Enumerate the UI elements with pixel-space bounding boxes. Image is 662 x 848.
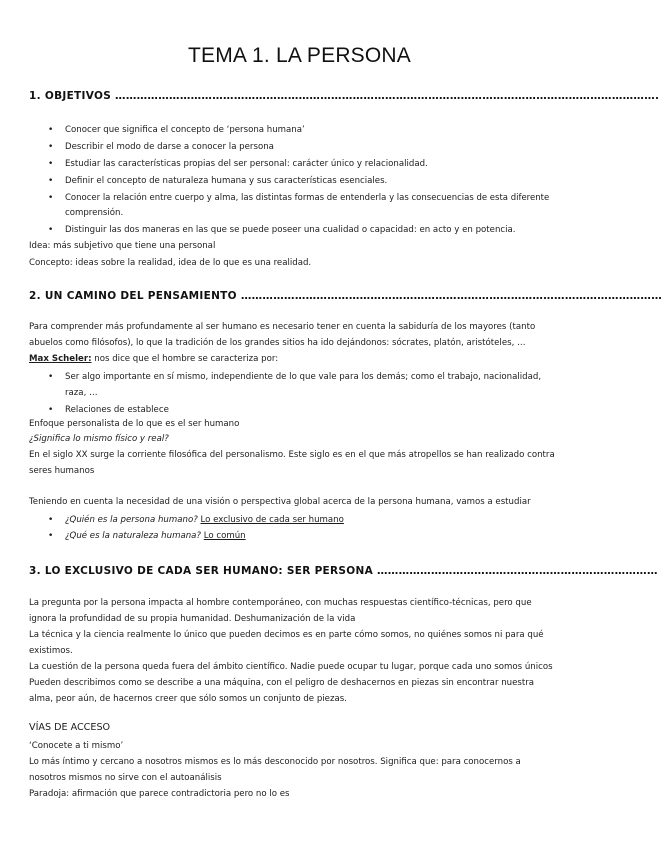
bullet-icon: • — [48, 125, 54, 135]
author-name: Max Scheler: — [29, 354, 92, 364]
paragraph-line: ignora la profundidad de su propia humanidad. Deshumanización de la vida — [29, 614, 356, 624]
objective-item: Definir el concepto de naturaleza humana y sus características esenciales. — [65, 176, 388, 186]
objective-item-continuation: comprensión. — [65, 208, 124, 218]
bullet-icon: • — [48, 159, 54, 169]
paragraph-line: Para comprender más profundamente al ser humano es necesario tener en cuenta la sabiduría de los mayores (tanto — [29, 322, 536, 332]
study-item — [65, 515, 344, 526]
paragraph-line: abuelos como filósofos), lo que la tradición de los grandes sitios ha ido dejándonos: sócrates, platón, aristóteles, … — [29, 338, 526, 348]
section-heading-exclusivo: 3. LO EXCLUSIVO DE CADA SER HUMANO: SER PERSONA …………………………………………………………………… — [29, 565, 658, 577]
objective-item: Describir el modo de darse a conocer la persona — [65, 142, 274, 152]
paragraph-line: nosotros mismos no sirve con el autoanálisis — [29, 773, 222, 783]
definition-idea: Idea: más subjetivo que tiene una personal — [29, 241, 216, 251]
bullet-icon: • — [48, 372, 54, 382]
objective-item: Distinguir las dos maneras en las que se puede poseer una cualidad o capacidad: en acto y en potencia. — [65, 225, 516, 235]
bullet-icon: • — [48, 531, 54, 541]
scheler-item: Ser algo importante en sí mismo, independiente de lo que vale para los demás; como el trabajo, nacionalidad, — [65, 372, 542, 382]
section-heading-objetivos: 1. OBJETIVOS ……………………………………………………………………………………………………………………………………. — [29, 90, 660, 102]
paragraph-line: Lo más íntimo y cercano a nosotros mismos es lo más desconocido por nosotros. Significa que: para conocernos a — [29, 757, 521, 767]
question-line: ¿Significa lo mismo físico y real? — [29, 434, 169, 444]
objective-item: Conocer que significa el concepto de ‘persona humana’ — [65, 125, 305, 135]
study-question: ¿Qué es la naturaleza humana? — [65, 531, 201, 541]
paragraph-line: Pueden describimos como se describe a una máquina, con el peligro de deshacernos en piezas sin encontrar nuestra — [29, 678, 535, 688]
subheading-vias: VÍAS DE ACCESO — [29, 722, 111, 733]
paragraph-line: La pregunta por la persona impacta al hombre contemporáneo, con muchas respuestas científico-técnicas, pero que — [29, 598, 532, 608]
study-item — [65, 531, 246, 542]
paragraph-line: La cuestión de la persona queda fuera del ámbito científico. Nadie puede ocupar tu lugar, porque cada uno somos únicos — [29, 662, 553, 672]
paragraph-line: ‘Conocete a ti mismo’ — [29, 741, 124, 751]
paragraph-line: Paradoja: afirmación que parece contradictoria pero no lo es — [29, 789, 290, 799]
scheler-text: nos dice que el hombre se caracteriza por: — [91, 354, 279, 364]
paragraph-line: La técnica y la ciencia realmente lo único que pueden decimos es en parte cómo somos, no quiénes somos ni para qué — [29, 630, 544, 640]
section-heading-camino: 2. UN CAMINO DEL PENSAMIENTO ……………………………………………………………………………………………………… — [29, 290, 662, 302]
paragraph-line: alma, peor aún, de hacernos creer que sólo somos un conjunto de piezas. — [29, 694, 347, 704]
objective-item: Conocer la relación entre cuerpo y alma, las distintas formas de entenderla y las consecuencias de esta diferente — [65, 193, 550, 203]
definition-concepto: Concepto: ideas sobre la realidad, idea de lo que es una realidad. — [29, 258, 312, 268]
objective-item: Estudiar las características propias del ser personal: carácter único y relacionalidad. — [65, 159, 428, 169]
paragraph-line: seres humanos — [29, 466, 95, 476]
page-title: TEMA 1. LA PERSONA — [187, 44, 411, 67]
paragraph-line: Teniendo en cuenta la necesidad de una visión o perspectiva global acerca de la persona humana, vamos a estudiar — [29, 497, 531, 507]
bullet-icon: • — [48, 193, 54, 203]
scheler-item: Relaciones de establece — [65, 405, 169, 415]
study-topic: Lo común — [203, 531, 246, 541]
bullet-icon: • — [48, 176, 54, 186]
scheler-item-continuation: raza, … — [65, 388, 98, 398]
bullet-icon: • — [48, 142, 54, 152]
paragraph-line: En el siglo XX surge la corriente filosófica del personalismo. Este siglo es en el que más atropellos se han realizado contra — [29, 450, 555, 460]
bullet-icon: • — [48, 225, 54, 235]
study-topic: Lo exclusivo de cada ser humano — [200, 515, 344, 525]
paragraph-line: existimos. — [29, 646, 73, 656]
paragraph-line: Enfoque personalista de lo que es el ser humano — [29, 419, 240, 429]
study-question: ¿Quién es la persona humano? — [65, 515, 198, 525]
bullet-icon: • — [48, 405, 54, 415]
bullet-icon: • — [48, 515, 54, 525]
scheler-line — [29, 354, 278, 365]
